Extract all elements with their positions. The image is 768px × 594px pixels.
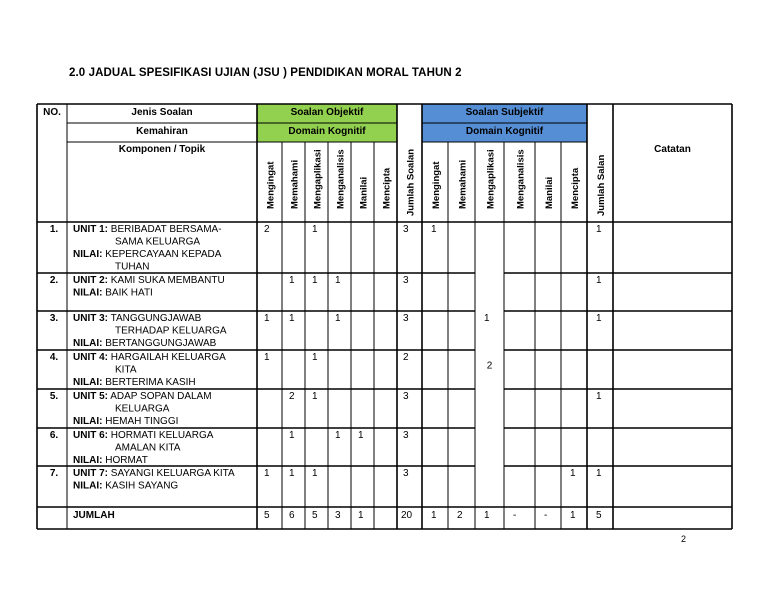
row-value-objektif: 2	[289, 391, 295, 402]
row-nilai-name: HEMAH TINGGI	[102, 416, 179, 427]
row-jumlah-salan: 1	[596, 275, 602, 286]
row-unit-name: HORMATI KELUARGA	[108, 430, 214, 441]
header-level-objektif: Menganalisis	[335, 149, 347, 209]
row-unit-label: UNIT 4:	[73, 352, 108, 363]
header-level-objektif: Mengingat	[265, 161, 277, 209]
total-value-subjektif: 2	[457, 510, 463, 521]
row-jumlah-soalan: 3	[403, 313, 409, 324]
header-domain-kognitif-objektif: Domain Kognitif	[288, 126, 366, 137]
row-unit-text	[73, 275, 225, 286]
row-value-objektif: 2	[264, 224, 270, 235]
row-unit-name: HARGAILAH KELUARGA	[108, 352, 226, 363]
header-domain-kognitif-subjektif: Domain Kognitif	[465, 126, 544, 137]
row-nilai-name: KEPERCAYAAN KEPADA	[102, 249, 222, 260]
total-label: JUMLAH	[73, 510, 115, 521]
row-jumlah-soalan: 3	[403, 468, 409, 479]
row-nilai-label: NILAI:	[73, 480, 103, 492]
row-number: 1.	[49, 224, 59, 235]
total-value-objektif: 3	[335, 510, 341, 521]
header-level-objektif: Manilai	[358, 176, 370, 209]
header-no: NO.	[43, 107, 61, 118]
header-level-objektif: Memahami	[289, 159, 301, 209]
row-nilai-text	[73, 288, 153, 299]
row-unit-label: UNIT 1:	[73, 224, 108, 235]
row-unit-name: KAMI SUKA MEMBANTU	[108, 275, 225, 286]
row-unit-name: TERHADAP KELUARGA	[115, 325, 227, 337]
total-value-subjektif: 1	[431, 510, 437, 521]
row-unit-name: TANGGUNGJAWAB	[108, 313, 202, 324]
row-jumlah-salan: 1	[596, 313, 602, 324]
header-jenis-soalan: Jenis Soalan	[131, 107, 193, 118]
row-nilai-label: NILAI:	[73, 338, 103, 349]
row-value-objektif: 1	[335, 430, 341, 441]
row-value-objektif: 1	[335, 313, 341, 324]
header-soalan-objektif: Soalan Objektif	[290, 107, 364, 118]
row-nilai-name: BERTERIMA KASIH	[102, 377, 196, 388]
total-value-subjektif: 1	[484, 510, 490, 521]
row-nilai-text	[73, 249, 222, 260]
row-number: 6.	[49, 430, 59, 441]
row-jumlah-soalan: 3	[403, 275, 409, 286]
total-value-subjektif: -	[513, 510, 517, 521]
row-unit-name: KELUARGA	[115, 403, 170, 415]
row-value-objektif: 1	[312, 391, 318, 402]
row-value-subjektif: 1	[484, 313, 490, 324]
row-value-objektif: 1	[289, 430, 295, 441]
row-unit-text	[73, 313, 202, 324]
header-level-objektif: Mengaplikasi	[312, 149, 324, 209]
header-level-subjektif: Mengingat	[431, 161, 442, 209]
row-unit-name: BERIBADAT BERSAMA-	[108, 224, 222, 235]
total-value-objektif: 5	[264, 510, 270, 521]
total-value-objektif: 6	[289, 510, 295, 521]
row-nilai-text	[73, 416, 178, 427]
row-unit-label: UNIT 2:	[73, 275, 108, 286]
row-value-objektif: 1	[264, 313, 270, 324]
row-unit-name: SAYANGI KELUARGA KITA	[108, 468, 235, 479]
row-nilai-label: NILAI:	[73, 416, 103, 427]
total-value-subjektif: 1	[570, 510, 576, 521]
row-unit-text	[73, 430, 214, 441]
header-level-subjektif: Menganalisis	[515, 149, 527, 209]
row-jumlah-soalan: 3	[403, 430, 409, 441]
page-number: 2	[681, 534, 687, 544]
total-value-subjektif: -	[544, 510, 548, 521]
header-kemahiran: Kemahiran	[136, 126, 188, 137]
row-unit-name: KITA	[115, 364, 137, 376]
row-nilai-label: NILAI:	[73, 455, 103, 466]
row-value-objektif: 1	[312, 275, 318, 286]
header-jumlah-salan: Jumlah Salan	[596, 154, 607, 216]
row-nilai-label: NILAI:	[73, 287, 103, 299]
row-number: 3.	[49, 313, 59, 324]
total-value-objektif: 1	[358, 510, 364, 521]
row-unit-name: AMALAN KITA	[115, 442, 181, 454]
row-nilai-name: KASIH SAYANG	[102, 480, 179, 492]
row-value-objektif: 1	[335, 275, 341, 286]
row-jumlah-soalan: 3	[403, 224, 409, 235]
row-unit-text	[73, 352, 226, 363]
row-nilai-label: NILAI:	[73, 377, 103, 388]
row-value-objektif: 1	[289, 275, 295, 286]
row-nilai-name: TUHAN	[115, 261, 150, 273]
header-level-subjektif: Mengaplikasi	[485, 149, 497, 209]
header-level-objektif: Mencipta	[381, 167, 393, 209]
header-level-subjektif: Memahami	[457, 159, 469, 209]
row-number: 4.	[49, 352, 59, 363]
total-jumlah-soalan: 20	[401, 510, 413, 521]
row-nilai-text	[73, 481, 178, 492]
row-value-objektif: 1	[312, 224, 318, 235]
row-value-objektif: 1	[358, 430, 364, 441]
row-nilai-label: NILAI:	[73, 249, 103, 260]
document-title: 2.0 JADUAL SPESIFIKASI UJIAN (JSU ) PENDIDIKAN MORAL TAHUN 2	[69, 67, 462, 79]
header-komponen-topik: Komponen / Topik	[118, 144, 206, 155]
header-jumlah-soalan: Jumlah Soalan	[405, 148, 417, 216]
row-nilai-name: HORMAT	[102, 455, 148, 466]
row-value-objektif: 1	[289, 468, 295, 479]
row-unit-label: UNIT 7:	[73, 468, 108, 479]
row-unit-name: SAMA KELUARGA	[115, 236, 201, 248]
row-nilai-text	[73, 377, 196, 388]
row-unit-text	[73, 468, 235, 479]
row-value-objektif: 1	[289, 313, 295, 324]
total-jumlah-salan: 5	[596, 510, 602, 521]
row-nilai-name: BERTANGGUNGJAWAB	[102, 338, 217, 349]
header-level-subjektif: Manilai	[544, 176, 555, 209]
header-level-subjektif: Mencipta	[570, 167, 581, 209]
row-unit-label: UNIT 5:	[73, 391, 108, 402]
row-unit-name: ADAP SOPAN DALAM	[108, 391, 212, 402]
row-value-objektif: 1	[312, 468, 318, 479]
header-catatan: Catatan	[654, 144, 691, 155]
row-nilai-name: BAIK HATI	[102, 287, 153, 299]
row-number: 5.	[49, 391, 59, 402]
row-number: 2.	[49, 275, 59, 286]
row-unit-label: UNIT 6:	[73, 430, 108, 441]
merged-memahami-value: 2	[486, 360, 493, 372]
row-value-subjektif: 1	[570, 468, 576, 479]
row-value-objektif: 1	[264, 352, 270, 363]
row-nilai-text	[73, 455, 148, 466]
row-jumlah-soalan: 3	[403, 391, 409, 402]
row-jumlah-salan: 1	[596, 391, 602, 402]
row-number: 7.	[49, 468, 59, 479]
row-value-subjektif: 1	[431, 224, 437, 235]
row-value-objektif: 1	[312, 352, 318, 363]
row-unit-text	[73, 224, 222, 235]
row-nilai-text	[73, 338, 217, 349]
row-jumlah-salan: 1	[596, 468, 602, 479]
row-jumlah-salan: 1	[596, 224, 602, 235]
header-soalan-subjektif: Soalan Subjektif	[465, 107, 544, 118]
row-value-objektif: 1	[264, 468, 270, 479]
total-value-objektif: 5	[312, 510, 318, 521]
row-jumlah-soalan: 2	[403, 352, 409, 363]
row-unit-label: UNIT 3:	[73, 313, 108, 324]
row-unit-text	[73, 391, 212, 402]
